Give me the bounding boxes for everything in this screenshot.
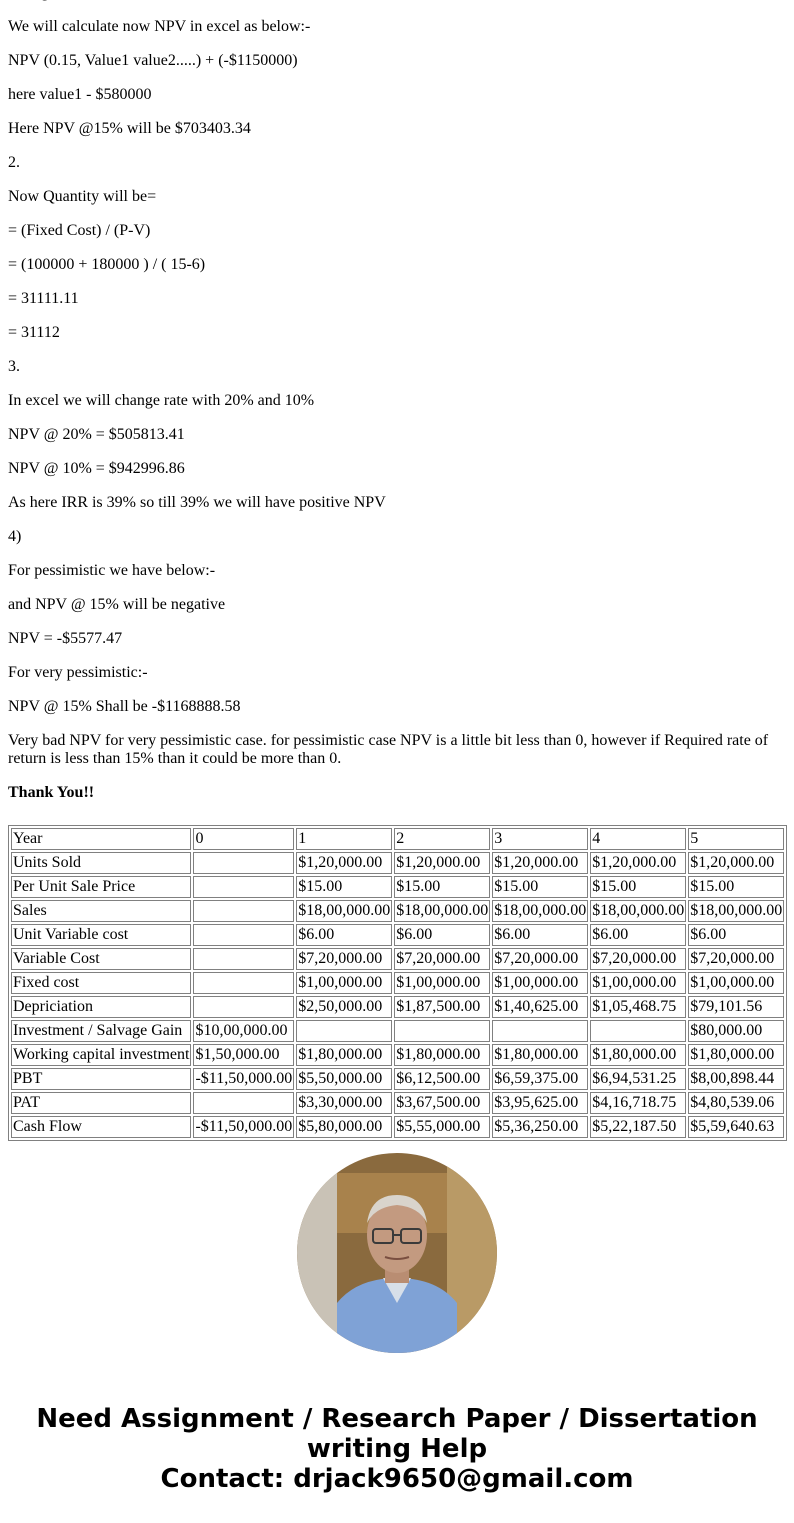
row-label-cell: PAT xyxy=(11,1092,191,1114)
table-cell: $1,00,000.00 xyxy=(296,972,392,994)
row-label-cell: Sales xyxy=(11,900,191,922)
table-cell xyxy=(193,900,294,922)
table-row xyxy=(11,1092,784,1114)
answer-text xyxy=(8,0,778,818)
table-cell: $2,50,000.00 xyxy=(296,996,392,1018)
table-cell: $6.00 xyxy=(394,924,490,946)
table-cell: $80,000.00 xyxy=(688,1020,784,1042)
table-header-cell: 5 xyxy=(688,828,784,850)
table-row xyxy=(11,1020,784,1042)
paragraph: For very pessimistic:- xyxy=(8,664,148,681)
table-cell: $15.00 xyxy=(688,876,784,898)
table-cell: $4,16,718.75 xyxy=(590,1092,686,1114)
paragraph: In excel we will change rate with 20% and 10% xyxy=(8,392,315,409)
paragraph: For pessimistic we have below:- xyxy=(8,562,216,579)
table-cell: $15.00 xyxy=(296,876,392,898)
table-cell: $1,87,500.00 xyxy=(394,996,490,1018)
author-avatar xyxy=(297,1153,497,1353)
table-cell: $1,80,000.00 xyxy=(296,1044,392,1066)
table-cell: $1,20,000.00 xyxy=(394,852,490,874)
table-cell: $7,20,000.00 xyxy=(492,948,588,970)
table-cell xyxy=(193,972,294,994)
paragraph: As here IRR is 39% so till 39% we will have positive NPV xyxy=(8,494,386,511)
table-row xyxy=(11,876,784,898)
table-cell: $8,00,898.44 xyxy=(688,1068,784,1090)
table-cell: $6.00 xyxy=(296,924,392,946)
table-cell: $7,20,000.00 xyxy=(590,948,686,970)
paragraph: NPV = -$5577.47 xyxy=(8,630,123,647)
table-cell: $1,40,625.00 xyxy=(492,996,588,1018)
cash-flow-table xyxy=(8,825,787,1141)
table-cell: $7,20,000.00 xyxy=(688,948,784,970)
table-cell: $1,50,000.00 xyxy=(193,1044,294,1066)
paragraph: 2. xyxy=(8,154,20,171)
table-row xyxy=(11,996,784,1018)
table-cell: $1,00,000.00 xyxy=(688,972,784,994)
paragraph: and NPV @ 15% will be negative xyxy=(8,596,226,613)
table-cell: $6,59,375.00 xyxy=(492,1068,588,1090)
table-row xyxy=(11,948,784,970)
author-photo-icon xyxy=(297,1153,497,1353)
table-cell: $6.00 xyxy=(688,924,784,946)
table-cell: $15.00 xyxy=(492,876,588,898)
table-cell: $3,30,000.00 xyxy=(296,1092,392,1114)
table-cell: $1,20,000.00 xyxy=(296,852,392,874)
table-cell xyxy=(590,1020,686,1042)
table-cell: $5,50,000.00 xyxy=(296,1068,392,1090)
table-cell: $6.00 xyxy=(590,924,686,946)
table-cell: $79,101.56 xyxy=(688,996,784,1018)
table-cell: $15.00 xyxy=(590,876,686,898)
table-cell: $1,80,000.00 xyxy=(492,1044,588,1066)
paragraph: Very bad NPV for very pessimistic case. for pessimistic case NPV is a little bit less than 0, however if Required rate of return is less than 15% than it could be more than 0. xyxy=(8,732,769,767)
row-label-cell: Depriciation xyxy=(11,996,191,1018)
table-cell xyxy=(193,948,294,970)
table-header-cell: 1 xyxy=(296,828,392,850)
table-cell: $18,00,000.00 xyxy=(394,900,490,922)
table-cell: $5,22,187.50 xyxy=(590,1116,686,1138)
paragraph: NPV @ 20% = $505813.41 xyxy=(8,426,185,443)
table-cell xyxy=(492,1020,588,1042)
paragraph: 4) xyxy=(8,528,22,545)
table-cell: $7,20,000.00 xyxy=(394,948,490,970)
table-cell: $1,80,000.00 xyxy=(590,1044,686,1066)
table-cell: $6,94,531.25 xyxy=(590,1068,686,1090)
table-cell: $6,12,500.00 xyxy=(394,1068,490,1090)
paragraph: Here NPV @15% will be $703403.34 xyxy=(8,120,251,137)
row-label-cell: Units Sold xyxy=(11,852,191,874)
table-cell xyxy=(193,876,294,898)
table-cell: $1,20,000.00 xyxy=(590,852,686,874)
paragraph: = 31111.11 xyxy=(8,290,79,307)
row-label-cell: Unit Variable cost xyxy=(11,924,191,946)
row-label-cell: Variable Cost xyxy=(11,948,191,970)
table-cell: -$11,50,000.00 xyxy=(193,1116,294,1138)
table-header-cell: 2 xyxy=(394,828,490,850)
paragraph: = (100000 + 180000 ) / ( 15-6) xyxy=(8,256,206,273)
table-row xyxy=(11,1068,784,1090)
closing-note: Thank You!! xyxy=(8,784,95,801)
row-label-cell: Fixed cost xyxy=(11,972,191,994)
paragraph: NPV (0.15, Value1 value2.....) + (-$1150000) xyxy=(8,52,298,69)
table-cell: $18,00,000.00 xyxy=(590,900,686,922)
table-row xyxy=(11,972,784,994)
table-cell: $3,95,625.00 xyxy=(492,1092,588,1114)
table-cell: $1,80,000.00 xyxy=(688,1044,784,1066)
table-cell: $1,00,000.00 xyxy=(492,972,588,994)
table-cell xyxy=(193,852,294,874)
table-cell: $3,67,500.00 xyxy=(394,1092,490,1114)
table-cell: $4,80,539.06 xyxy=(688,1092,784,1114)
table-cell: $18,00,000.00 xyxy=(688,900,784,922)
table-cell: $1,00,000.00 xyxy=(590,972,686,994)
paragraph: NPV @ 15% Shall be -$1168888.58 xyxy=(8,698,241,715)
table-header-cell: 4 xyxy=(590,828,686,850)
table-header-cell: 3 xyxy=(492,828,588,850)
table-cell: $6.00 xyxy=(492,924,588,946)
table-cell xyxy=(193,924,294,946)
table-cell: $18,00,000.00 xyxy=(296,900,392,922)
table-row xyxy=(11,900,784,922)
row-label-cell: Per Unit Sale Price xyxy=(11,876,191,898)
paragraph: We will calculate now NPV in excel as below:- xyxy=(8,18,311,35)
table-cell: $5,59,640.63 xyxy=(688,1116,784,1138)
table-cell xyxy=(296,1020,392,1042)
table-cell xyxy=(193,996,294,1018)
row-label-cell: Working capital investment xyxy=(11,1044,191,1066)
table-cell: $1,20,000.00 xyxy=(688,852,784,874)
table-cell: $1,00,000.00 xyxy=(394,972,490,994)
row-label-cell: Investment / Salvage Gain xyxy=(11,1020,191,1042)
table-row xyxy=(11,1044,784,1066)
table-cell: $10,00,000.00 xyxy=(193,1020,294,1042)
row-label-cell: Cash Flow xyxy=(11,1116,191,1138)
table-cell: $1,20,000.00 xyxy=(492,852,588,874)
table-cell xyxy=(394,1020,490,1042)
promo-line-1: Need Assignment / Research Paper / Dissertation writing Help xyxy=(36,1404,758,1464)
table-cell: $5,80,000.00 xyxy=(296,1116,392,1138)
table-cell: -$11,50,000.00 xyxy=(193,1068,294,1090)
table-cell: $5,36,250.00 xyxy=(492,1116,588,1138)
table-cell xyxy=(193,1092,294,1114)
table-header-row xyxy=(11,828,784,850)
table-cell: $7,20,000.00 xyxy=(296,948,392,970)
paragraph: = 31112 xyxy=(8,324,60,341)
table-cell: $1,05,468.75 xyxy=(590,996,686,1018)
paragraph xyxy=(8,0,778,2)
paragraph: Now Quantity will be= xyxy=(8,188,157,205)
paragraph: 3. xyxy=(8,358,20,375)
paragraph: NPV @ 10% = $942996.86 xyxy=(8,460,185,477)
paragraph: = (Fixed Cost) / (P-V) xyxy=(8,222,151,239)
table-row xyxy=(11,924,784,946)
table-cell: $1,80,000.00 xyxy=(394,1044,490,1066)
row-label-cell: PBT xyxy=(11,1068,191,1090)
promo-banner xyxy=(0,1404,794,1494)
table-header-cell: 0 xyxy=(193,828,294,850)
promo-contact: Contact: drjack9650@gmail.com xyxy=(160,1464,634,1494)
table-cell: $18,00,000.00 xyxy=(492,900,588,922)
paragraph: here value1 - $580000 xyxy=(8,86,152,103)
table-header-cell: Year xyxy=(11,828,191,850)
table-row xyxy=(11,852,784,874)
table-row xyxy=(11,1116,784,1138)
table-cell: $15.00 xyxy=(394,876,490,898)
table-cell: $5,55,000.00 xyxy=(394,1116,490,1138)
